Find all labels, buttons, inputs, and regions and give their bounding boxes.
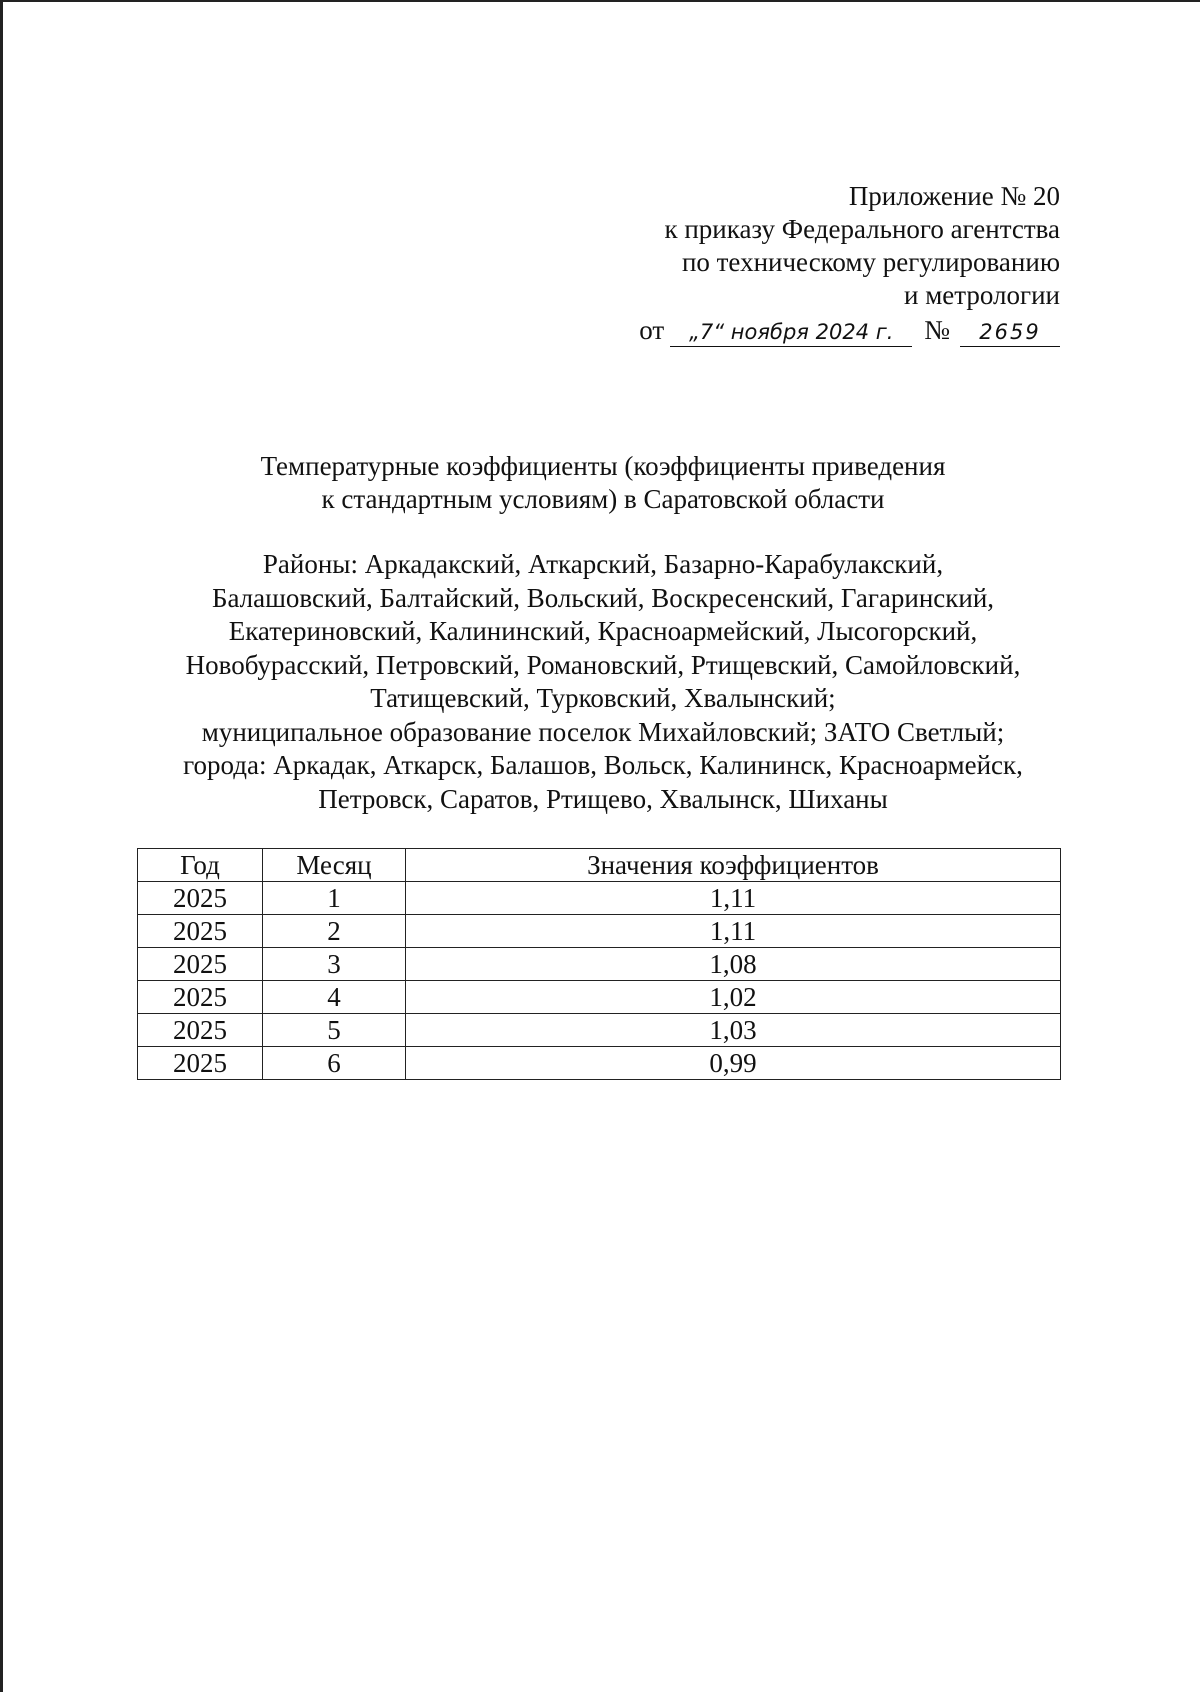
- districts-line: Новобурасский, Петровский, Романовский, Ртищевский, Самойловский,: [185, 649, 1021, 680]
- header-coefficient: Значения коэффициентов: [406, 849, 1061, 882]
- table-row: [138, 1047, 1061, 1080]
- header-year: Год: [138, 849, 263, 882]
- coefficients-table: [137, 848, 1061, 1080]
- districts-line: Районы: Аркадакский, Аткарский, Базарно-Карабулакский,: [262, 549, 944, 579]
- cell-year: 2025: [138, 1047, 263, 1080]
- cell-year: 2025: [138, 981, 263, 1014]
- cell-year: 2025: [138, 882, 263, 915]
- cell-year: 2025: [138, 948, 263, 981]
- table-row: [138, 915, 1061, 948]
- appendix-block: [639, 180, 1060, 347]
- cell-month: 4: [263, 981, 406, 1014]
- appendix-agency-line: по техническому регулированию: [681, 247, 1060, 277]
- number-sign: №: [924, 315, 950, 345]
- cell-coefficient: 1,08: [406, 948, 1061, 981]
- table-row: [138, 1014, 1061, 1047]
- districts-line: Татищевский, Турковский, Хвалынский;: [370, 683, 836, 713]
- order-date-line: [639, 314, 1060, 347]
- table-row: [138, 882, 1061, 915]
- cities-line: Петровск, Саратов, Ртищево, Хвалынск, Шиханы: [318, 783, 888, 814]
- table-row: [138, 981, 1061, 1014]
- cities-line: города: Аркадак, Аткарск, Балашов, Вольск, Калининск, Красноармейск,: [183, 750, 1023, 780]
- appendix-agency-line-2: и метрологии: [904, 280, 1060, 310]
- cell-month: 1: [263, 882, 406, 915]
- municipality-line: муниципальное образование поселок Михайловский; ЗАТО Светлый;: [201, 716, 1005, 747]
- title-line: Температурные коэффициенты (коэффициенты приведения: [260, 451, 946, 481]
- document-title: [3, 450, 1200, 516]
- cell-year: 2025: [138, 915, 263, 948]
- handwritten-date: „7“ ноября 2024 г.: [670, 318, 912, 347]
- districts-list: [143, 548, 1063, 816]
- cell-coefficient: 1,02: [406, 981, 1061, 1014]
- table-header-row: [138, 849, 1061, 882]
- date-prefix: от: [639, 315, 665, 345]
- cell-month: 2: [263, 915, 406, 948]
- cell-month: 6: [263, 1047, 406, 1080]
- cell-month: 5: [263, 1014, 406, 1047]
- cell-month: 3: [263, 948, 406, 981]
- appendix-number: Приложение № 20: [848, 181, 1060, 211]
- cell-coefficient: 1,03: [406, 1014, 1061, 1047]
- districts-line: Балашовский, Балтайский, Вольский, Воскресенский, Гагаринский,: [211, 582, 995, 613]
- table-row: [138, 948, 1061, 981]
- cell-year: 2025: [138, 1014, 263, 1047]
- header-month: Месяц: [263, 849, 406, 882]
- cell-coefficient: 0,99: [406, 1047, 1061, 1080]
- districts-line: Екатериновский, Калининский, Красноармейский, Лысогорский,: [228, 616, 978, 646]
- cell-coefficient: 1,11: [406, 915, 1061, 948]
- cell-coefficient: 1,11: [406, 882, 1061, 915]
- handwritten-order-number: 2659: [960, 318, 1060, 347]
- title-line: к стандартным условиям) в Саратовской области: [321, 484, 885, 514]
- appendix-order-ref: к приказу Федерального агентства: [664, 214, 1060, 244]
